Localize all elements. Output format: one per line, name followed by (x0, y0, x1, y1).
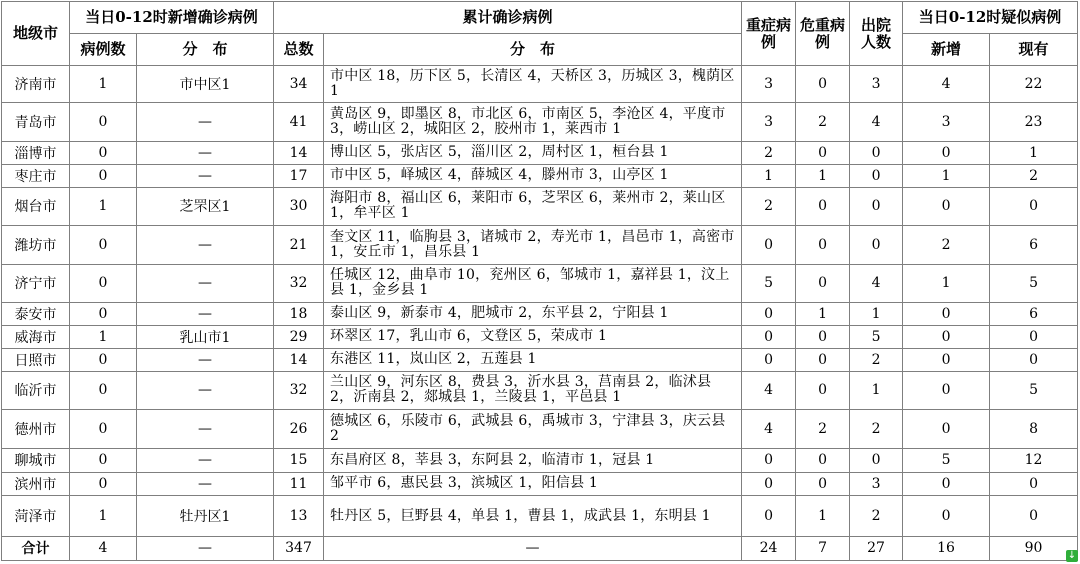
new-count-cell: 0 (70, 371, 137, 409)
header-critical: 危重病例 (796, 2, 850, 66)
critical-cell: 0 (796, 472, 850, 496)
new-count-cell: 0 (70, 164, 137, 187)
total-discharged: 27 (850, 536, 903, 560)
discharged-cell: 0 (850, 187, 903, 225)
distribution-cell: 东港区 11，岚山区 2，五莲县 1 (324, 348, 742, 371)
suspect-current-cell: 6 (990, 226, 1078, 264)
header-new-count: 病例数 (70, 34, 137, 66)
severe-cell: 0 (742, 303, 796, 326)
severe-cell: 0 (742, 472, 796, 496)
total-distribution: — (324, 536, 742, 560)
distribution-cell: 泰山区 9，新泰市 4，肥城市 2，东平县 2，宁阳县 1 (324, 303, 742, 326)
total-cell: 30 (274, 187, 324, 225)
severe-cell: 0 (742, 496, 796, 537)
down-arrow-badge-icon[interactable]: ↓ (1067, 550, 1077, 561)
total-cumulative: 347 (274, 536, 324, 560)
table-row (2, 303, 1078, 326)
discharged-cell: 5 (850, 325, 903, 348)
severe-cell: 4 (742, 371, 796, 409)
suspect-new-cell: 0 (903, 303, 990, 326)
suspect-new-cell: 0 (903, 496, 990, 537)
suspect-current-cell: 0 (990, 187, 1078, 225)
city-cell: 聊城市 (2, 448, 70, 472)
suspect-new-cell: 1 (903, 164, 990, 187)
critical-cell: 1 (796, 496, 850, 537)
distribution-cell: 市中区 5，峄城区 4，薛城区 4，滕州市 3，山亭区 1 (324, 164, 742, 187)
suspect-new-cell: 2 (903, 226, 990, 264)
total-cell: 21 (274, 226, 324, 264)
distribution-cell: 牡丹区 5，巨野县 4，单县 1，曹县 1，成武县 1，东明县 1 (324, 496, 742, 537)
covid-stats-table (1, 1, 1078, 561)
city-cell: 淄博市 (2, 141, 70, 164)
header-suspect-new: 新增 (903, 34, 990, 66)
total-new-dist: — (137, 536, 274, 560)
total-cell: 11 (274, 472, 324, 496)
suspect-current-cell: 5 (990, 264, 1078, 302)
suspect-current-cell: 6 (990, 303, 1078, 326)
distribution-cell: 市中区 18，历下区 5，长清区 4，天桥区 3，历城区 3，槐荫区 1 (324, 66, 742, 103)
header-suspect-current: 现有 (990, 34, 1078, 66)
new-dist-cell: — (137, 410, 274, 448)
city-cell: 德州市 (2, 410, 70, 448)
table-row (2, 348, 1078, 371)
new-dist-cell: — (137, 164, 274, 187)
suspect-current-cell: 12 (990, 448, 1078, 472)
distribution-cell: 兰山区 9，河东区 8，费县 3，沂水县 3，莒南县 2，临沭县 2，沂南县 2，郯城县 1，兰陵县 1，平邑县 1 (324, 371, 742, 409)
severe-cell: 1 (742, 164, 796, 187)
total-cell: 41 (274, 103, 324, 141)
discharged-cell: 1 (850, 303, 903, 326)
table-row (2, 66, 1078, 103)
critical-cell: 0 (796, 348, 850, 371)
suspect-new-cell: 5 (903, 448, 990, 472)
severe-cell: 3 (742, 66, 796, 103)
total-suspect-new: 16 (903, 536, 990, 560)
city-cell: 菏泽市 (2, 496, 70, 537)
city-cell: 泰安市 (2, 303, 70, 326)
critical-cell: 1 (796, 303, 850, 326)
suspect-current-cell: 5 (990, 371, 1078, 409)
header-severe: 重症病例 (742, 2, 796, 66)
critical-cell: 0 (796, 66, 850, 103)
suspect-new-cell: 0 (903, 348, 990, 371)
discharged-cell: 2 (850, 496, 903, 537)
suspect-new-cell: 4 (903, 66, 990, 103)
header-cum-dist: 分 布 (324, 34, 742, 66)
table-row (2, 264, 1078, 302)
distribution-cell: 黄岛区 9，即墨区 8，市北区 6，市南区 5，李沧区 4，平度市 3，崂山区 2，城阳区 2，胶州市 1，莱西市 1 (324, 103, 742, 141)
city-cell: 枣庄市 (2, 164, 70, 187)
total-cell: 17 (274, 164, 324, 187)
suspect-new-cell: 0 (903, 410, 990, 448)
suspect-current-cell: 1 (990, 141, 1078, 164)
table-row (2, 325, 1078, 348)
discharged-cell: 1 (850, 371, 903, 409)
city-cell: 烟台市 (2, 187, 70, 225)
discharged-cell: 3 (850, 66, 903, 103)
suspect-current-cell: 0 (990, 496, 1078, 537)
total-label: 合计 (2, 536, 70, 560)
discharged-cell: 2 (850, 348, 903, 371)
header-discharged: 出院人数 (850, 2, 903, 66)
suspect-new-cell: 3 (903, 103, 990, 141)
table-row (2, 472, 1078, 496)
suspect-new-cell: 0 (903, 187, 990, 225)
suspect-new-cell: 0 (903, 371, 990, 409)
new-count-cell: 1 (70, 187, 137, 225)
total-new-count: 4 (70, 536, 137, 560)
new-count-cell: 0 (70, 448, 137, 472)
suspect-new-cell: 0 (903, 325, 990, 348)
critical-cell: 2 (796, 103, 850, 141)
suspect-current-cell: 22 (990, 66, 1078, 103)
city-cell: 滨州市 (2, 472, 70, 496)
new-dist-cell: 牡丹区1 (137, 496, 274, 537)
new-dist-cell: — (137, 371, 274, 409)
total-cell: 18 (274, 303, 324, 326)
critical-cell: 0 (796, 448, 850, 472)
suspect-current-cell: 23 (990, 103, 1078, 141)
city-cell: 临沂市 (2, 371, 70, 409)
suspect-new-cell: 1 (903, 264, 990, 302)
table-row (2, 187, 1078, 225)
new-dist-cell: — (137, 448, 274, 472)
table-row (2, 164, 1078, 187)
discharged-cell: 3 (850, 472, 903, 496)
new-dist-cell: 乳山市1 (137, 325, 274, 348)
total-cell: 34 (274, 66, 324, 103)
city-cell: 日照市 (2, 348, 70, 371)
suspect-new-cell: 0 (903, 472, 990, 496)
suspect-current-cell: 2 (990, 164, 1078, 187)
distribution-cell: 东昌府区 8，莘县 3，东阿县 2，临清市 1，冠县 1 (324, 448, 742, 472)
new-count-cell: 0 (70, 348, 137, 371)
city-cell: 济南市 (2, 66, 70, 103)
discharged-cell: 4 (850, 264, 903, 302)
new-count-cell: 0 (70, 303, 137, 326)
discharged-cell: 0 (850, 226, 903, 264)
header-cumulative-group: 累计确诊病例 (274, 2, 742, 34)
critical-cell: 2 (796, 410, 850, 448)
table-row (2, 103, 1078, 141)
header-suspect-group: 当日0-12时疑似病例 (903, 2, 1078, 34)
new-dist-cell: 芝罘区1 (137, 187, 274, 225)
discharged-cell: 2 (850, 410, 903, 448)
total-cell: 26 (274, 410, 324, 448)
severe-cell: 0 (742, 226, 796, 264)
severe-cell: 2 (742, 141, 796, 164)
new-dist-cell: — (137, 141, 274, 164)
new-count-cell: 1 (70, 496, 137, 537)
severe-cell: 0 (742, 348, 796, 371)
table-row (2, 496, 1078, 537)
total-cell: 32 (274, 371, 324, 409)
distribution-cell: 海阳市 8，福山区 6，莱阳市 6，芝罘区 6，莱州市 2，莱山区 1，牟平区 1 (324, 187, 742, 225)
critical-cell: 0 (796, 226, 850, 264)
total-cell: 13 (274, 496, 324, 537)
discharged-cell: 0 (850, 448, 903, 472)
table-row (2, 226, 1078, 264)
total-cell: 14 (274, 348, 324, 371)
header-new-group: 当日0-12时新增确诊病例 (70, 2, 274, 34)
city-cell: 潍坊市 (2, 226, 70, 264)
suspect-new-cell: 0 (903, 141, 990, 164)
severe-cell: 0 (742, 325, 796, 348)
discharged-cell: 4 (850, 103, 903, 141)
new-count-cell: 0 (70, 264, 137, 302)
severe-cell: 2 (742, 187, 796, 225)
distribution-cell: 博山区 5，张店区 5，淄川区 2，周村区 1，桓台县 1 (324, 141, 742, 164)
new-dist-cell: — (137, 103, 274, 141)
new-count-cell: 1 (70, 66, 137, 103)
new-count-cell: 1 (70, 325, 137, 348)
distribution-cell: 德城区 6，乐陵市 6，武城县 6，禹城市 3，宁津县 3，庆云县 2 (324, 410, 742, 448)
discharged-cell: 0 (850, 141, 903, 164)
table-row (2, 141, 1078, 164)
distribution-cell: 任城区 12，曲阜市 10，兖州区 6，邹城市 1，嘉祥县 1，汶上县 1，金乡县 1 (324, 264, 742, 302)
critical-cell: 0 (796, 371, 850, 409)
critical-cell: 0 (796, 264, 850, 302)
new-count-cell: 0 (70, 141, 137, 164)
new-dist-cell: — (137, 348, 274, 371)
table-row (2, 371, 1078, 409)
total-cell: 14 (274, 141, 324, 164)
critical-cell: 0 (796, 187, 850, 225)
total-cell: 32 (274, 264, 324, 302)
critical-cell: 0 (796, 141, 850, 164)
header-cum-total: 总数 (274, 34, 324, 66)
severe-cell: 4 (742, 410, 796, 448)
total-severe: 24 (742, 536, 796, 560)
city-cell: 济宁市 (2, 264, 70, 302)
suspect-current-cell: 8 (990, 410, 1078, 448)
total-cell: 29 (274, 325, 324, 348)
new-count-cell: 0 (70, 410, 137, 448)
suspect-current-cell: 0 (990, 348, 1078, 371)
severe-cell: 3 (742, 103, 796, 141)
header-new-dist: 分 布 (137, 34, 274, 66)
new-dist-cell: — (137, 264, 274, 302)
total-critical: 7 (796, 536, 850, 560)
table-row (2, 410, 1078, 448)
suspect-current-cell: 0 (990, 325, 1078, 348)
city-cell: 青岛市 (2, 103, 70, 141)
header-city: 地级市 (2, 2, 70, 66)
distribution-cell: 环翠区 17，乳山市 6，文登区 5，荣成市 1 (324, 325, 742, 348)
critical-cell: 1 (796, 164, 850, 187)
new-dist-cell: — (137, 472, 274, 496)
discharged-cell: 0 (850, 164, 903, 187)
new-dist-cell: 市中区1 (137, 66, 274, 103)
new-dist-cell: — (137, 303, 274, 326)
total-suspect-current: 90 (990, 536, 1078, 560)
distribution-cell: 奎文区 11，临朐县 3，诸城市 2，寿光市 1，昌邑市 1，高密市 1，安丘市 1，昌乐县 1 (324, 226, 742, 264)
suspect-current-cell: 0 (990, 472, 1078, 496)
new-count-cell: 0 (70, 103, 137, 141)
distribution-cell: 邹平市 6，惠民县 3，滨城区 1，阳信县 1 (324, 472, 742, 496)
critical-cell: 0 (796, 325, 850, 348)
new-dist-cell: — (137, 226, 274, 264)
total-cell: 15 (274, 448, 324, 472)
severe-cell: 0 (742, 448, 796, 472)
new-count-cell: 0 (70, 472, 137, 496)
total-row (2, 536, 1078, 560)
city-cell: 威海市 (2, 325, 70, 348)
table-row (2, 448, 1078, 472)
severe-cell: 5 (742, 264, 796, 302)
new-count-cell: 0 (70, 226, 137, 264)
